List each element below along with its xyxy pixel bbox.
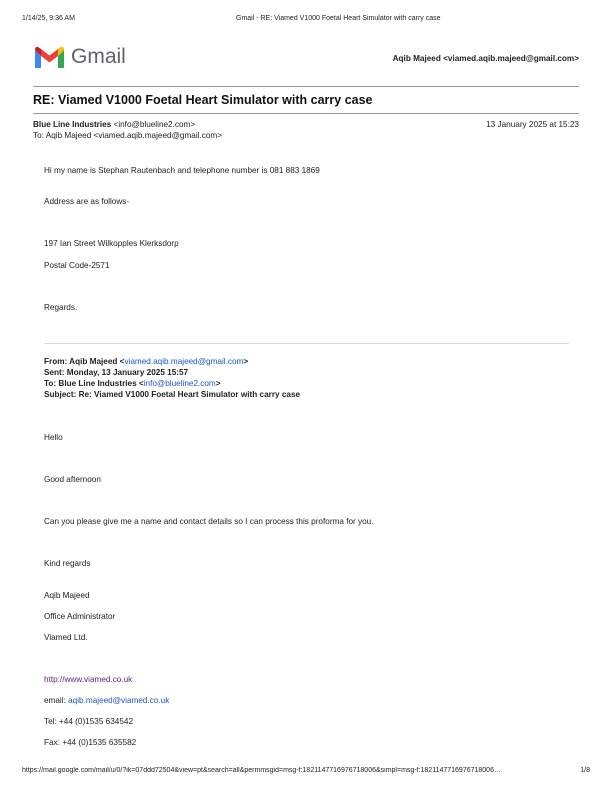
thread-subject: RE: Viamed V1000 Foetal Heart Simulator with carry case xyxy=(33,93,373,107)
sender xyxy=(33,120,195,129)
message-date: 13 January 2025 at 15:23 xyxy=(486,120,579,129)
signature-email xyxy=(44,696,169,705)
print-url: https://mail.google.com/mail/u/0/?ik=07ddd72504&view=pt&search=all&permmsgid=msg-f:1821147716976718006&simpl=msg-f:1821147716976718006… xyxy=(22,767,501,774)
signature-fax: Fax: +44 (0)1535 635582 xyxy=(44,738,137,747)
gmail-logo[interactable] xyxy=(33,44,129,70)
signature-email-label: email: xyxy=(44,696,69,705)
divider xyxy=(33,86,579,87)
quoted-sent-value: Monday, 13 January 2025 15:57 xyxy=(64,368,189,377)
quoted-subject-label: Subject: xyxy=(44,390,77,399)
body-line: Address are as follows- xyxy=(44,197,130,206)
quoted-to xyxy=(44,379,221,388)
body-line: Regards. xyxy=(44,303,78,312)
sender-name: Blue Line Industries xyxy=(33,120,112,129)
quoted-from-name: Aqib Majeed < xyxy=(67,357,125,366)
quoted-sent xyxy=(44,368,188,377)
body-line: Hi my name is Stephan Rautenbach and telephone number is 081 883 1869 xyxy=(44,166,320,175)
quoted-body-line: Good afternoon xyxy=(44,475,101,484)
print-datetime: 1/14/25, 9:36 AM xyxy=(22,15,75,22)
signature-email-link[interactable]: aqib.majeed@viamed.co.uk xyxy=(68,696,170,705)
quoted-from-close: > xyxy=(243,357,249,366)
gmail-wordmark: Gmail xyxy=(71,45,126,68)
website-link[interactable]: http://www.viamed.co.uk xyxy=(44,675,133,684)
account-email: Aqib Majeed <viamed.aqib.majeed@gmail.com> xyxy=(392,54,579,63)
quoted-to-name: Blue Line Industries < xyxy=(56,379,144,388)
gmail-m-icon xyxy=(33,46,66,70)
signature-company: Viamed Ltd. xyxy=(44,633,88,642)
divider xyxy=(33,113,579,114)
recipient: To: Aqib Majeed <viamed.aqib.majeed@gmail.com> xyxy=(33,131,222,140)
print-page-number: 1/8 xyxy=(580,767,590,774)
signature-name: Aqib Majeed xyxy=(44,591,90,600)
quoted-subject xyxy=(44,390,300,399)
signature-tel: Tel: +44 (0)1535 634542 xyxy=(44,717,133,726)
signature-title: Office Administrator xyxy=(44,612,116,621)
body-line: 197 Ian Street Wilkopples Klerksdorp xyxy=(44,239,179,248)
body-line: Postal Code-2571 xyxy=(44,261,110,270)
quoted-sent-label: Sent: xyxy=(44,368,65,377)
quoted-subject-value: Re: Viamed V1000 Foetal Heart Simulator with carry case xyxy=(76,390,301,399)
quoted-from-email-link[interactable]: viamed.aqib.majeed@gmail.com xyxy=(124,357,244,366)
quoted-to-email-link[interactable]: info@blueline2.com xyxy=(143,379,216,388)
quote-divider xyxy=(44,343,569,344)
print-title: Gmail - RE: Viamed V1000 Foetal Heart Simulator with carry case xyxy=(236,15,441,22)
quoted-body-line: Hello xyxy=(44,433,63,442)
quoted-to-label: To: xyxy=(44,379,57,388)
sender-email: <info@blueline2.com> xyxy=(113,120,196,129)
quoted-body-line: Can you please give me a name and contact details so I can process this proforma for you. xyxy=(44,517,374,526)
quoted-body-line: Kind regards xyxy=(44,559,91,568)
quoted-to-close: > xyxy=(215,379,221,388)
quoted-from-label: From: xyxy=(44,357,68,366)
quoted-from xyxy=(44,357,248,366)
